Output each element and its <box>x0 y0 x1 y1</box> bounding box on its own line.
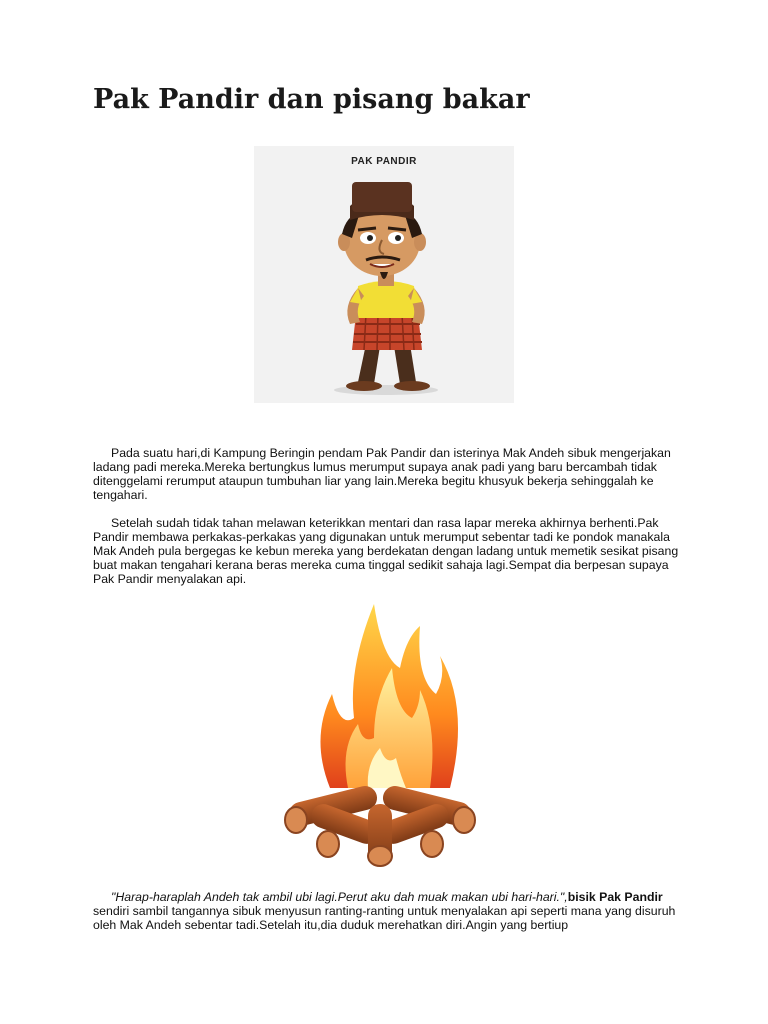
campfire-illustration <box>270 598 490 868</box>
paragraph-3 <box>93 890 693 932</box>
pak-pandir-figure <box>254 146 514 403</box>
campfire-figure <box>270 598 490 868</box>
paragraph-1-text: Pada suatu hari,di Kampung Beringin pendam Pak Pandir dan isterinya Mak Andeh sibuk mengerjakan ladang padi mereka.Mereka bertungkus lumus merumput supaya anak padi yang baru bercambah tidak ditenggelami rerumput ataupun tumbuhan liar yang lain.Mereka begitu khusyuk bekerja sehinggalah ke tengahari. <box>93 446 671 502</box>
bold-speaker: bisik Pak Pandir <box>567 890 663 904</box>
paragraph-3-rest: sendiri sambil tangannya sibuk menyusun ranting-ranting untuk menyalakan api seperti mana yang disuruh oleh Mak Andeh sebentar tadi.Setelah itu,dia duduk merehatkan diri.Angin yang bertiup <box>93 904 676 932</box>
pak-pandir-illustration <box>254 146 514 403</box>
page-title: Pak Pandir dan pisang bakar <box>93 84 530 115</box>
quote-text: "Harap-haraplah Andeh tak ambil ubi lagi.Perut aku dah muak makan ubi hari-hari.", <box>111 890 568 904</box>
paragraph-3-text <box>93 890 693 932</box>
paragraph-2-text: Setelah sudah tidak tahan melawan keterikkan mentari dan rasa lapar mereka akhirnya berhenti.Pak Pandir membawa perkakas-perkakas yang digunakan untuk merumput sebentar tadi ke pondok manakala Mak Andeh pula bergegas ke kebun mereka yang berdekatan dengan ladang untuk memetik sesikat pisang buat makan tengahari kerana beras mereka cuma tinggal sedikit sahaja lagi.Sempat dia berpesan supaya Pak Pandir menyalakan api. <box>93 516 679 586</box>
paragraph-1 <box>93 446 693 502</box>
illustration-caption: PAK PANDIR <box>351 156 417 167</box>
paragraph-2 <box>93 516 693 586</box>
